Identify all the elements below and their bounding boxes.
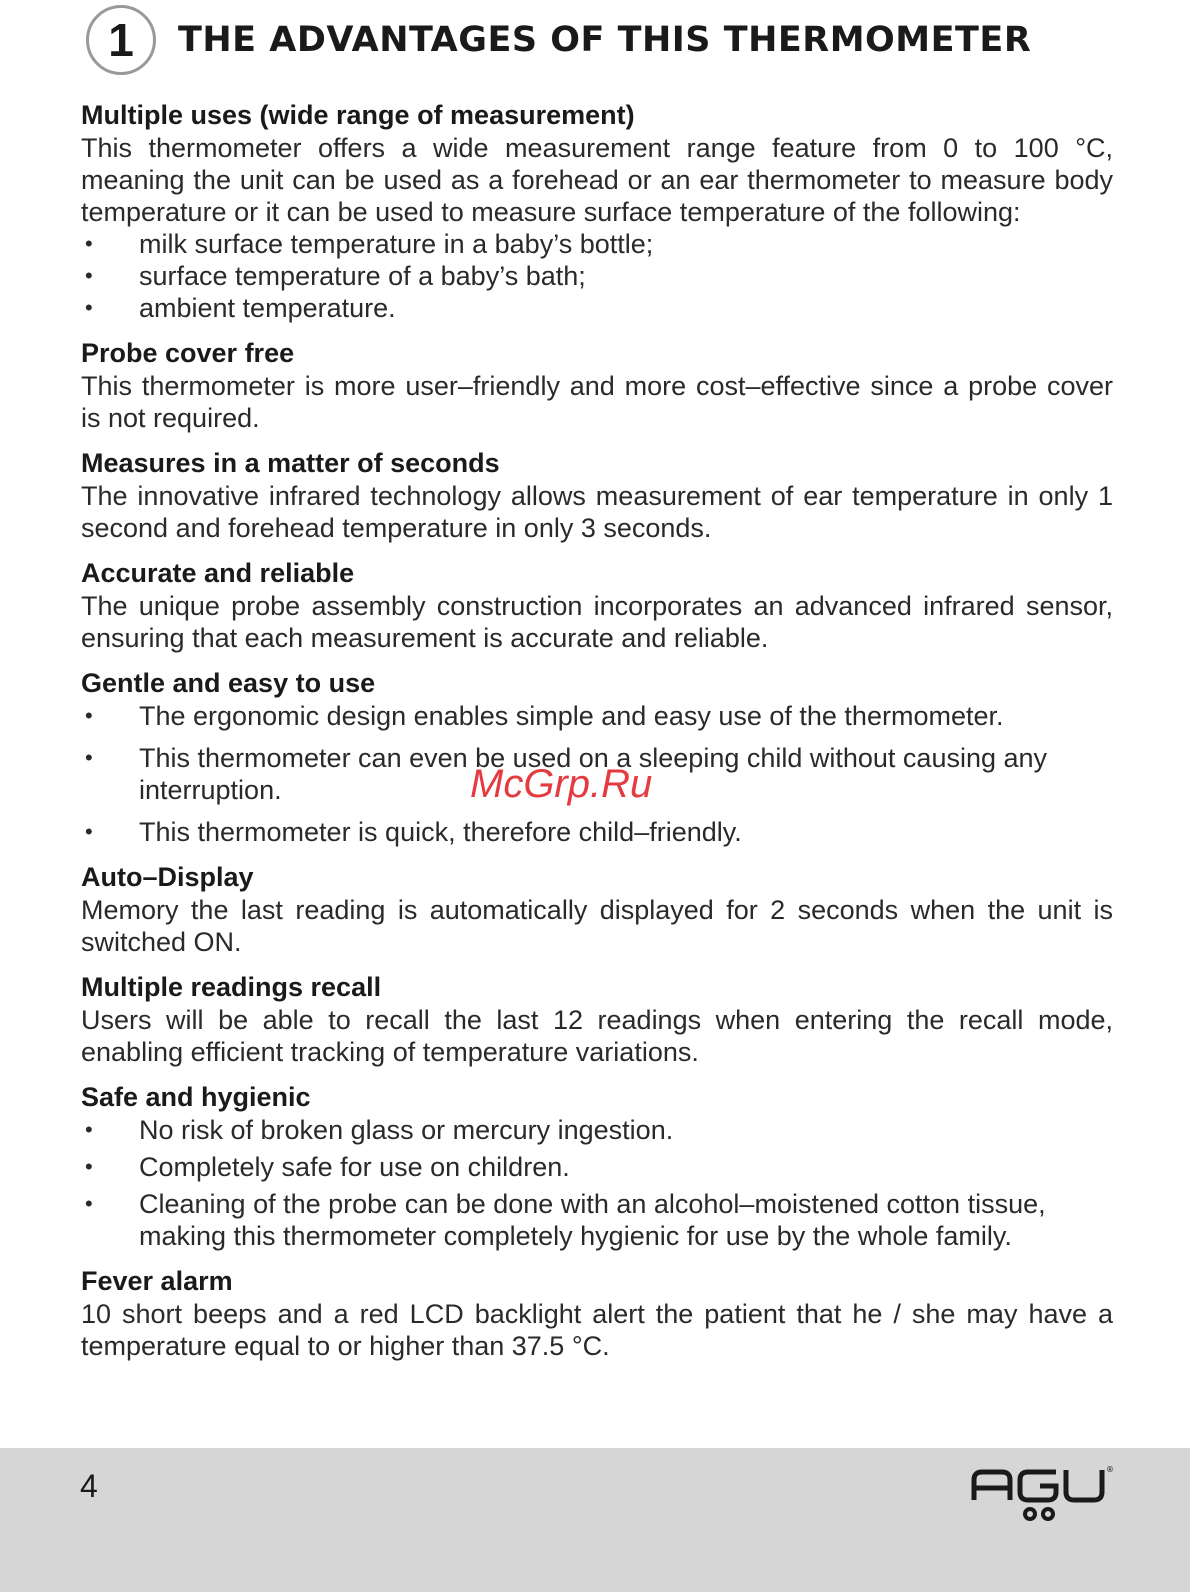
- svg-text:®: ®: [1106, 1465, 1114, 1474]
- section-body: 10 short beeps and a red LCD backlight alert the patient that he / she may have a temperature equal to or higher than 37.5 °C.: [81, 1299, 1113, 1361]
- list-item: • ambient temperature.: [85, 293, 396, 323]
- section-auto-display: [81, 860, 1113, 958]
- list-item: • This thermometer can even be used on a sleeping child without causing any interruption.: [85, 743, 1048, 805]
- section-probe-cover: [81, 336, 1113, 434]
- list-item: • No risk of broken glass or mercury ingestion.: [85, 1115, 674, 1145]
- agu-logo-icon: [972, 1464, 1112, 1534]
- section-body: Users will be able to recall the last 12 readings when entering the recall mode, enabling efficient tracking of temperature variations.: [81, 1005, 1113, 1067]
- bullet-icon: •: [85, 231, 93, 256]
- section-gentle: [81, 666, 1113, 848]
- list-item: • surface temperature of a baby’s bath;: [85, 261, 586, 291]
- list-item: • Completely safe for use on children.: [85, 1152, 570, 1182]
- bullet-icon: •: [85, 1117, 93, 1142]
- bullet-icon: •: [85, 819, 93, 844]
- main-content: [81, 98, 1113, 1374]
- list-item: • Cleaning of the probe can be done with an alcohol–moistened cotton tissue, making this thermometer completely hygienic for use by the whole family.: [85, 1189, 1046, 1251]
- section-safe: [81, 1080, 1113, 1252]
- bullet-list: [81, 1114, 1113, 1252]
- bullet-icon: •: [85, 263, 93, 288]
- section-heading: Multiple uses (wide range of measurement): [81, 100, 635, 130]
- section-seconds: [81, 446, 1113, 544]
- chapter-header: [86, 2, 1031, 78]
- bullet-icon: •: [85, 1191, 93, 1216]
- page-footer: [0, 1448, 1190, 1592]
- section-multiple-uses: [81, 98, 1113, 324]
- bullet-icon: •: [85, 703, 93, 728]
- section-body: This thermometer is more user–friendly and more cost–effective since a probe cover is not required.: [81, 371, 1113, 433]
- section-heading: Gentle and easy to use: [81, 668, 376, 698]
- list-item: • milk surface temperature in a baby’s bottle;: [85, 229, 654, 259]
- page-number: 4: [80, 1468, 98, 1504]
- section-recall: [81, 970, 1113, 1068]
- page-title: THE ADVANTAGES OF THIS THERMOMETER: [178, 20, 1032, 60]
- section-heading: Auto–Display: [81, 862, 254, 892]
- bullet-icon: •: [85, 1154, 93, 1179]
- section-accurate: [81, 556, 1113, 654]
- bullet-list: [81, 228, 1113, 324]
- list-item: • This thermometer is quick, therefore child–friendly.: [85, 817, 742, 847]
- section-body: This thermometer offers a wide measurement range feature from 0 to 100 °C, meaning the unit can be used as a forehead or an ear thermometer to measure body temperature or it can be used to measure surface temperature of the following:: [81, 133, 1113, 227]
- bullet-icon: •: [85, 745, 93, 770]
- section-body: The unique probe assembly construction incorporates an advanced infrared sensor, ensuring that each measurement is accurate and reliable.: [81, 591, 1113, 653]
- section-heading: Accurate and reliable: [81, 558, 355, 588]
- section-heading: Safe and hygienic: [81, 1082, 311, 1112]
- section-heading: Fever alarm: [81, 1266, 233, 1296]
- section-heading: Probe cover free: [81, 338, 295, 368]
- list-item: • The ergonomic design enables simple and easy use of the thermometer.: [85, 701, 1004, 731]
- watermark: McGrp.Ru: [470, 762, 653, 806]
- section-heading: Multiple readings recall: [81, 972, 382, 1002]
- section-heading: Measures in a matter of seconds: [81, 448, 500, 478]
- section-body: The innovative infrared technology allows measurement of ear temperature in only 1 second and forehead temperature in only 3 seconds.: [81, 481, 1113, 543]
- chapter-number-badge: 1: [86, 5, 156, 75]
- bullet-icon: •: [85, 295, 93, 320]
- section-fever: [81, 1264, 1113, 1362]
- section-body: Memory the last reading is automatically displayed for 2 seconds when the unit is switched ON.: [81, 895, 1113, 957]
